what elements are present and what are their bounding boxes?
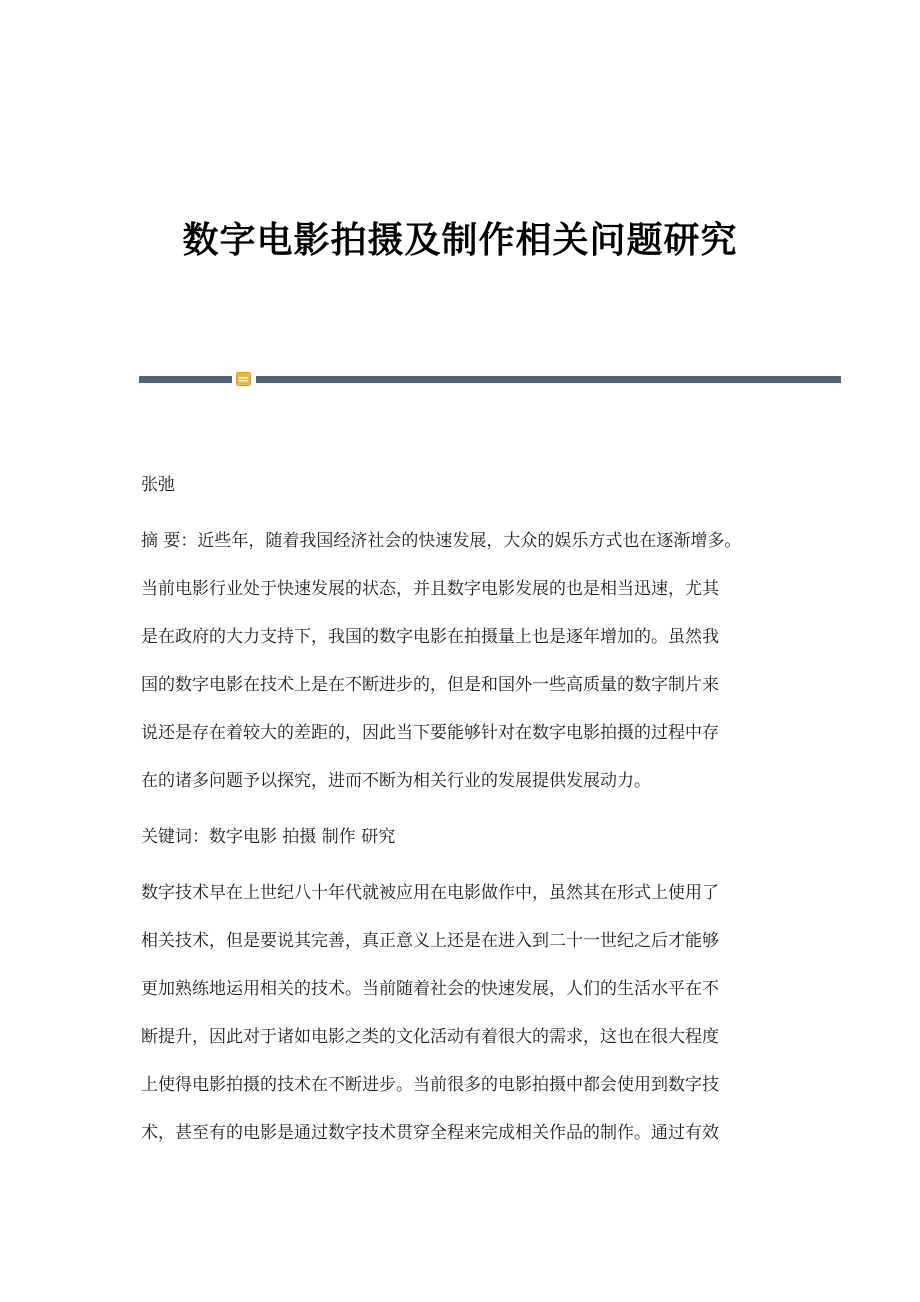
document-emblem-icon [236, 372, 251, 386]
body-line: 数字技术早在上世纪八十年代就被应用在电影做作中，虽然其在形式上使用了 [141, 883, 719, 903]
body-line: 相关技术，但是要说其完善，真正意义上还是在进入到二十一世纪之后才能够 [141, 931, 719, 951]
keywords-line: 关键词：数字电影 拍摄 制作 研究 [141, 827, 396, 847]
document-title: 数字电影拍摄及制作相关问题研究 [182, 219, 738, 261]
body-line: 术，甚至有的电影是通过数字技术贯穿全程来完成相关作品的制作。通过有效 [141, 1123, 719, 1143]
abstract-line: 国的数字电影在技术上是在不断进步的，但是和国外一些高质量的数字制片来 [141, 675, 719, 695]
abstract-line: 说还是存在着较大的差距的，因此当下要能够针对在数字电影拍摄的过程中存 [141, 723, 719, 743]
author-name: 张弛 [141, 475, 175, 495]
divider-bar-right [256, 376, 841, 383]
abstract-line: 当前电影行业处于快速发展的状态，并且数字电影发展的也是相当迅速，尤其 [141, 579, 719, 599]
abstract-line: 是在政府的大力支持下，我国的数字电影在拍摄量上也是逐年增加的。虽然我 [141, 627, 719, 647]
abstract-line: 摘 要：近些年，随着我国经济社会的快速发展，大众的娱乐方式也在逐渐增多。 [141, 531, 742, 551]
body-line: 断提升，因此对于诸如电影之类的文化活动有着很大的需求，这也在很大程度 [141, 1027, 719, 1047]
abstract-line: 在的诸多问题予以探究，进而不断为相关行业的发展提供发展动力。 [141, 771, 651, 791]
body-line: 更加熟练地运用相关的技术。当前随着社会的快速发展，人们的生活水平在不 [141, 979, 719, 999]
divider-bar-left [139, 376, 232, 383]
title-divider [139, 372, 841, 386]
body-line: 上使得电影拍摄的技术在不断进步。当前很多的电影拍摄中都会使用到数字技 [141, 1075, 719, 1095]
